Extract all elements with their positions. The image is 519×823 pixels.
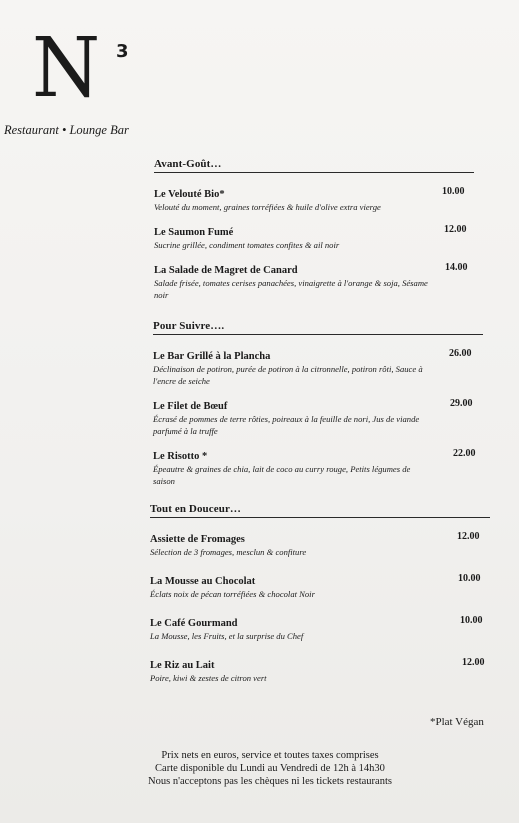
item-description: Sélection de 3 fromages, mesclun & confiture: [150, 547, 307, 557]
section-avant-gout: [154, 158, 474, 301]
item-name: Le Risotto *: [153, 451, 208, 462]
logo-superscript: 3: [116, 41, 129, 62]
section-title: Avant-Goût…: [154, 158, 474, 173]
item-price: 22.00: [453, 448, 476, 459]
item-price: 12.00: [457, 531, 480, 542]
menu-item: [150, 617, 490, 642]
item-price: 10.00: [458, 573, 481, 584]
menu-item: [154, 264, 474, 301]
restaurant-tagline: Restaurant • Lounge Bar: [4, 123, 129, 137]
item-name: La Mousse au Chocolat: [150, 576, 256, 587]
item-price: 26.00: [449, 348, 472, 359]
menu-item: [154, 188, 474, 213]
item-name: Le Filet de Bœuf: [153, 401, 228, 412]
menu-item: [153, 350, 483, 387]
item-name: Le Café Gourmand: [150, 618, 238, 629]
logo-letter: N: [32, 21, 99, 116]
section-tout-en-douceur: [150, 503, 490, 684]
item-name: Le Bar Grillé à la Plancha: [153, 351, 271, 362]
section-pour-suivre: [153, 320, 483, 487]
item-name: Le Saumon Fumé: [154, 227, 234, 238]
item-description: Velouté du moment, graines torréfiées & huile d'olive extra vierge: [154, 202, 381, 212]
item-price: 12.00: [444, 224, 467, 235]
menu-item: [150, 533, 490, 558]
footer-line: Nous n'acceptons pas les chèques ni les tickets restaurants: [148, 776, 392, 787]
menu-footer: [120, 749, 420, 788]
menu-item: [154, 226, 474, 251]
item-description: La Mousse, les Fruits, et la surprise du Chef: [150, 631, 304, 641]
item-price: 12.00: [462, 657, 485, 668]
item-name: Le Riz au Lait: [150, 660, 215, 671]
item-price: 10.00: [442, 186, 465, 197]
item-price: 14.00: [445, 262, 468, 273]
item-description: Sucrine grillée, condiment tomates confites & ail noir: [154, 240, 340, 250]
footer-line: Prix nets en euros, service et toutes taxes comprises: [161, 750, 379, 761]
item-name: La Salade de Magret de Canard: [154, 265, 298, 276]
menu-item: [150, 659, 490, 684]
item-price: 10.00: [460, 615, 483, 626]
item-description: Éclats noix de pécan torréfiées & chocolat Noir: [150, 589, 315, 599]
item-description: Poire, kiwi & zestes de citron vert: [150, 673, 267, 683]
menu-item: [150, 575, 490, 600]
section-title: Tout en Douceur…: [150, 503, 490, 518]
section-title: Pour Suivre….: [153, 320, 483, 335]
item-name: Le Velouté Bio*: [154, 189, 225, 200]
vegan-note: *Plat Végan: [430, 716, 484, 728]
item-description: Déclinaison de potiron, purée de potiron à la citronnelle, potiron rôti, Sauce à l'encre de seiche: [153, 364, 423, 386]
footer-line: Carte disponible du Lundi au Vendredi de 12h à 14h30: [155, 763, 385, 774]
item-price: 29.00: [450, 398, 473, 409]
item-name: Assiette de Fromages: [150, 534, 245, 545]
menu-item: [153, 400, 483, 437]
item-description: Écrasé de pommes de terre rôties, poireaux à la feuille de nori, Jus de viande parfumé à la truffe: [153, 414, 420, 436]
restaurant-logo: [30, 21, 140, 126]
menu-item: [153, 450, 483, 487]
item-description: Salade frisée, tomates cerises panachées, vinaigrette à l'orange & soja, Sésame noir: [154, 278, 428, 300]
item-description: Épeautre & graines de chia, lait de coco au curry rouge, Petits légumes de saison: [153, 464, 411, 486]
